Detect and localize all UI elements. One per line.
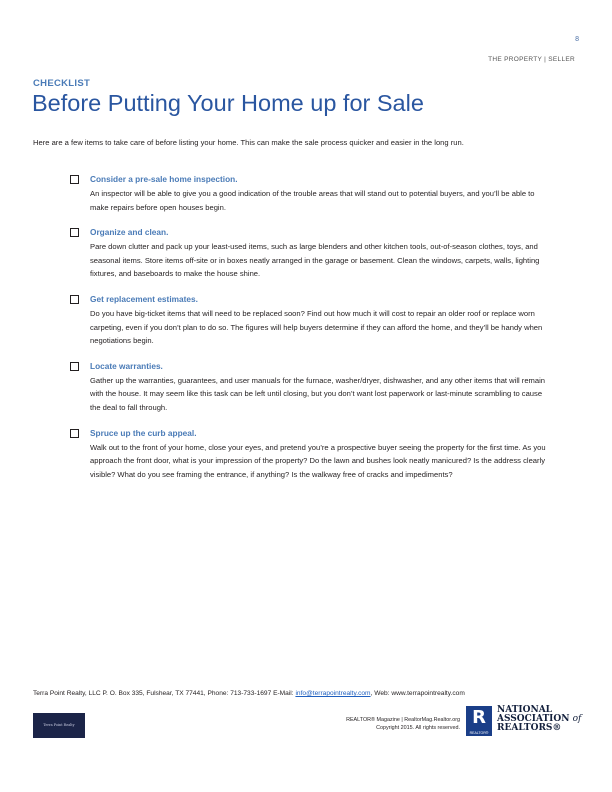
footer-credits xyxy=(300,716,460,732)
magazine-line: REALTOR® Magazine | RealtorMag.Realtor.org xyxy=(346,717,460,723)
logo-text: Terra Point Realty xyxy=(43,723,75,727)
checklist xyxy=(70,174,548,494)
checklist-kicker: CHECKLIST xyxy=(33,78,91,89)
item-body: Walk out to the front of your home, close your eyes, and pretend you’re a prospective buyer seeing the property for the first time. As you approach the front door, what is your impression of the property? Do the lawn and bushes look neatly manicured? Is the address clearly visible? What do you see framing the entrance, if anything? Is the walkway free of cracks and impediments? xyxy=(90,442,546,479)
nar-line2: ASSOCIATION xyxy=(497,714,570,724)
item-title: Spruce up the curb appeal. xyxy=(90,427,197,438)
checkbox-warranties[interactable] xyxy=(70,362,79,371)
item-title: Locate warranties. xyxy=(90,360,163,371)
section-label: THE PROPERTY | SELLER xyxy=(488,56,575,63)
nar-of: of xyxy=(572,714,582,724)
item-title: Organize and clean. xyxy=(90,227,169,238)
checkbox-organize[interactable] xyxy=(70,228,79,237)
nar-logo xyxy=(497,706,581,733)
page-number: 8 xyxy=(575,36,579,43)
item-title: Get replacement estimates. xyxy=(90,293,198,304)
checkbox-curb-appeal[interactable] xyxy=(70,429,79,438)
intro-paragraph: Here are a few items to take care of before listing your home. This can make the sale process quicker and easier in the long run. xyxy=(33,138,464,147)
item-body: Gather up the warranties, guarantees, and user manuals for the furnace, washer/dryer, dishwasher, and any other items that will remain with the house. It may seem like this task can be left until closing, but you don’t want lost paperwork or last-minute scrambling to cause the deal to fall through. xyxy=(90,375,546,412)
nar-line3: REALTORS® xyxy=(497,723,562,733)
r-caption: REALTOR® xyxy=(469,731,489,735)
web-text: , Web: www.terrapointrealty.com xyxy=(370,690,465,697)
item-title: Consider a pre-sale home inspection. xyxy=(90,174,238,184)
checklist-item xyxy=(70,361,548,415)
checkbox-inspection[interactable] xyxy=(70,175,79,184)
checklist-item xyxy=(70,174,548,214)
checklist-item xyxy=(70,227,548,281)
nar-line1: NATIONAL xyxy=(497,705,553,715)
email-link[interactable]: info@terrapointrealty.com xyxy=(295,690,371,697)
item-body: Pare down clutter and pack up your least-used items, such as large blenders and other kitchen tools, out-of-season clothes, toys, and seasonal items. Store items off-site or in boxes neatly arranged in the garage or basement. Clean the windows, carpets, walls, lighting fixtures, and baseboards to make the house shine. xyxy=(90,242,540,279)
checklist-item xyxy=(70,294,548,348)
r-letter: R xyxy=(472,707,486,728)
contact-text: Terra Point Realty, LLC P. O. Box 335, Fulshear, TX 77441, Phone: 713-733-1697 E-Mail: xyxy=(33,690,296,697)
item-body: Do you have big-ticket items that will need to be replaced soon? Find out how much it will cost to repair an older roof or replace worn carpeting, even if you don’t plan to do so. The figures will help buyers determine if they can afford the home, and they’ll be handy when negotiations begin. xyxy=(90,308,543,346)
footer-contact xyxy=(33,690,465,697)
checkbox-estimates[interactable] xyxy=(70,295,79,304)
copyright-line: Copyright 2015. All rights reserved. xyxy=(376,725,460,731)
page-title: Before Putting Your Home up for Sale xyxy=(32,90,424,116)
brokerage-logo xyxy=(33,713,85,738)
checklist-item xyxy=(70,428,548,482)
realtor-r-logo xyxy=(466,706,492,736)
item-body: An inspector will be able to give you a good indication of the trouble areas that will stand out to potential buyers, and you’ll be able to make repairs before open houses begin. xyxy=(90,189,535,212)
